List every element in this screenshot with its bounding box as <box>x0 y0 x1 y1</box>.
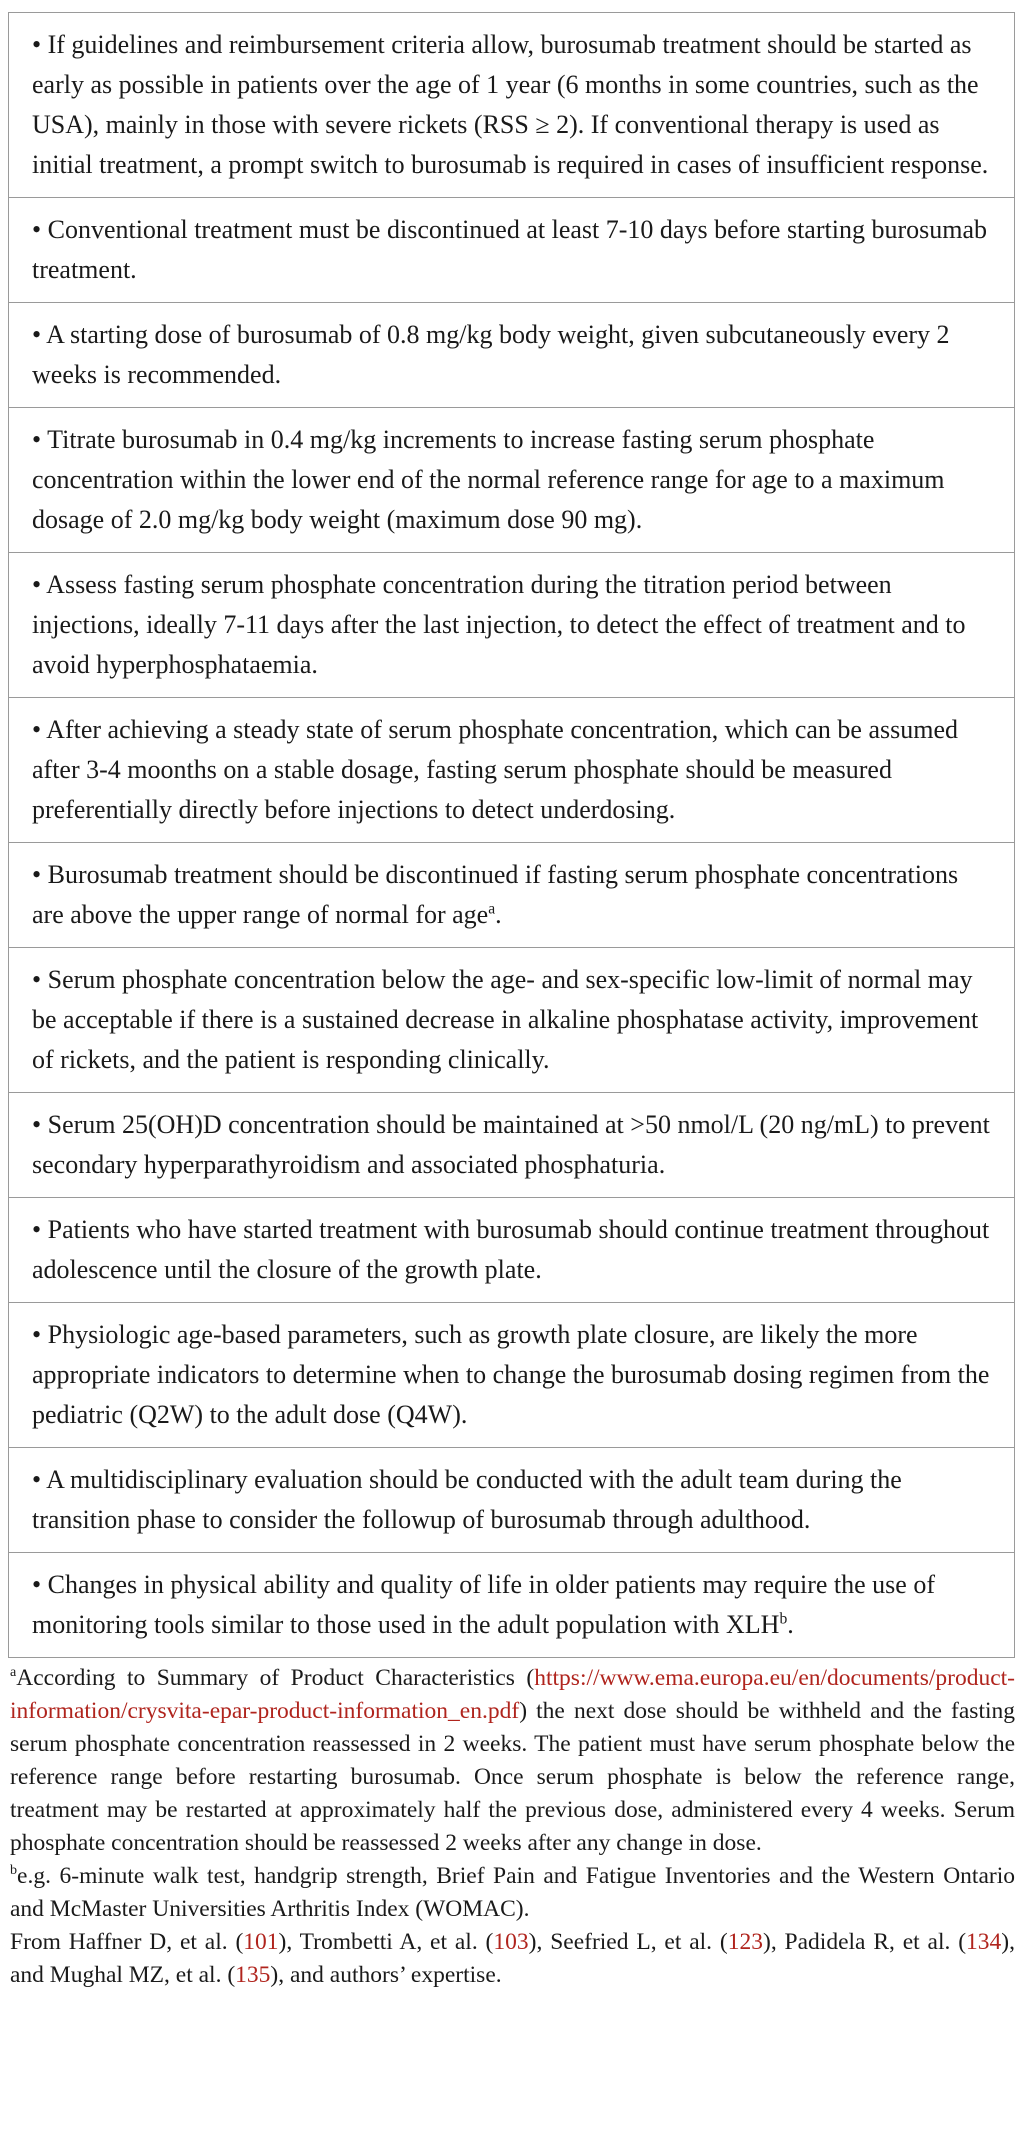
reference-link[interactable]: 123 <box>727 1929 763 1955</box>
footnote-b: $^b$e.g. 6-minute walk test, handgrip strength, Brief Pain and Fatigue Inventories and the Western Ontario and McMaster Universities Arthritis Index (WOMAC). <box>10 1862 1015 1922</box>
table-sources: From Haffner D, et al. (101), Trombetti A, et al. (103), Seefried L, et al. (123), Padidela R, et al. (134), and Mughal MZ, et al. (135), and authors’ expertise. <box>10 1929 1015 1988</box>
table-row <box>9 1448 1015 1553</box>
table-row <box>9 303 1015 408</box>
table-row <box>9 13 1015 198</box>
smpc-link[interactable]: https://www.ema.europa.eu/en/documents/product-information/crysvita-epar-product-information_en.pdf <box>10 1665 1015 1724</box>
table-row <box>9 698 1015 843</box>
recommendation-cell: • Serum 25(OH)D concentration should be maintained at >50 nmol/L (20 ng/mL) to prevent secondary hyperparathyroidism and associated phosphaturia. <box>9 1093 1015 1198</box>
table-row <box>9 553 1015 698</box>
table-row <box>9 948 1015 1093</box>
reference-link[interactable]: 103 <box>493 1929 529 1955</box>
recommendation-cell: • Burosumab treatment should be discontinued if fasting serum phosphate concentrations are above the upper range of normal for age$^a$. <box>9 843 1015 948</box>
table-row <box>9 198 1015 303</box>
recommendation-cell: • Physiologic age-based parameters, such as growth plate closure, are likely the more appropriate indicators to determine when to change the burosumab dosing regimen from the pediatric (Q2W) to the adult dose (Q4W). <box>9 1303 1015 1448</box>
reference-link[interactable]: 134 <box>966 1929 1002 1955</box>
recommendation-cell: • Changes in physical ability and quality of life in older patients may require the use of monitoring tools similar to those used in the adult population with XLH$^b$. <box>9 1553 1015 1658</box>
table-row <box>9 1553 1015 1658</box>
recommendation-cell: • Serum phosphate concentration below the age- and sex-specific low-limit of normal may be acceptable if there is a sustained decrease in alkaline phosphatase activity, improvement of rickets, and the patient is responding clinically. <box>9 948 1015 1093</box>
recommendation-cell: • A starting dose of burosumab of 0.8 mg/kg body weight, given subcutaneously every 2 weeks is recommended. <box>9 303 1015 408</box>
recommendation-cell: • Conventional treatment must be discontinued at least 7-10 days before starting burosumab treatment. <box>9 198 1015 303</box>
recommendation-cell: • Titrate burosumab in 0.4 mg/kg increments to increase fasting serum phosphate concentration within the lower end of the normal reference range for age to a maximum dosage of 2.0 mg/kg body weight (maximum dose 90 mg). <box>9 408 1015 553</box>
table-row <box>9 1198 1015 1303</box>
table-footnotes <box>8 1658 1017 1992</box>
footnote-a: $^a$According to Summary of Product Characteristics (https://www.ema.europa.eu/en/documents/product-information/crysvita-epar-product-information_en.pdf) the next dose should be withheld and the fasting serum phosphate concentration reassessed in 2 weeks. The patient must have serum phosphate below the reference range before restarting burosumab. Once serum phosphate is below the reference range, treatment may be restarted at approximately half the previous dose, administered every 4 weeks. Serum phosphate concentration should be reassessed 2 weeks after any change in dose. <box>10 1664 1015 1856</box>
table-row <box>9 1093 1015 1198</box>
table-row <box>9 1303 1015 1448</box>
recommendation-cell: • Patients who have started treatment with burosumab should continue treatment throughout adolescence until the closure of the growth plate. <box>9 1198 1015 1303</box>
recommendation-cell: • Assess fasting serum phosphate concentration during the titration period between injections, ideally 7-11 days after the last injection, to detect the effect of treatment and to avoid hyperphosphataemia. <box>9 553 1015 698</box>
table-row <box>9 843 1015 948</box>
footnote-marker-a: a <box>488 900 496 918</box>
reference-link[interactable]: 101 <box>243 1929 279 1955</box>
recommendation-cell: • If guidelines and reimbursement criteria allow, burosumab treatment should be started as early as possible in patients over the age of 1 year (6 months in some countries, such as the USA), mainly in those with severe rickets (RSS ≥ 2). If conventional therapy is used as initial treatment, a prompt switch to burosumab is required in cases of insufficient response. <box>9 13 1015 198</box>
table-row <box>9 408 1015 553</box>
recommendations-table <box>8 12 1015 1658</box>
recommendation-cell: • After achieving a steady state of serum phosphate concentration, which can be assumed after 3-4 moonths on a stable dosage, fasting serum phosphate should be measured preferentially directly before injections to detect underdosing. <box>9 698 1015 843</box>
reference-link[interactable]: 135 <box>235 1962 271 1988</box>
footnote-marker-b: b <box>779 1610 788 1628</box>
recommendation-cell: • A multidisciplinary evaluation should be conducted with the adult team during the transition phase to consider the followup of burosumab through adulthood. <box>9 1448 1015 1553</box>
